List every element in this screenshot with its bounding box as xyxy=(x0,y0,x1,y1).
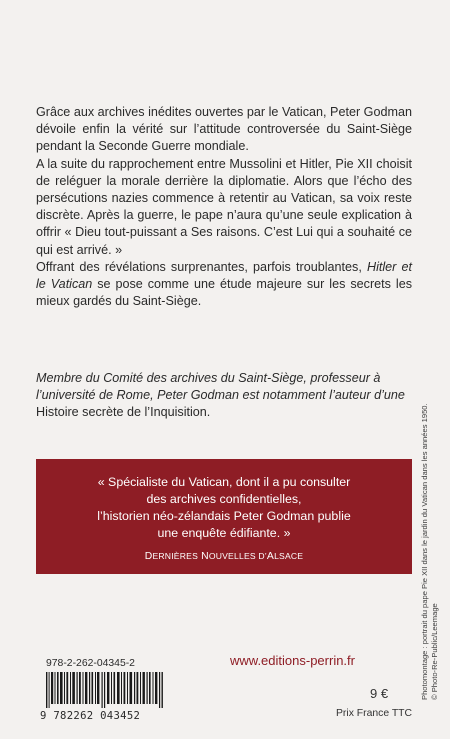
publisher-url[interactable]: www.editions-perrin.fr xyxy=(230,653,355,668)
author-bio-end: . xyxy=(206,405,211,420)
source-small: OUVELLES D’ xyxy=(208,551,267,561)
source-cap: D xyxy=(144,551,153,562)
author-book-title: Histoire secrète de l’Inquisition xyxy=(36,405,207,420)
blurb-p3-rest: se pose comme une étude majeure sur les secrets les mieux gardés du Saint-Siège. xyxy=(36,277,412,309)
author-bio xyxy=(36,370,412,422)
source-small: ERNIÈRES xyxy=(152,551,199,561)
isbn: 978-2-262-04345-2 xyxy=(46,658,135,669)
source-cap: N xyxy=(201,551,209,562)
back-cover-blurb xyxy=(36,104,412,310)
press-quote-box xyxy=(36,459,412,574)
quote-source xyxy=(36,548,412,565)
photo-credit-line: Photomontage : portrait du pape Pie XII dans le jardin du Vatican dans les années 1950. xyxy=(420,403,429,700)
barcode-icon xyxy=(44,672,164,708)
quote-line: « Spécialiste du Vatican, dont il a pu consulter xyxy=(97,475,351,489)
photo-credit xyxy=(420,330,439,700)
price: 9 € xyxy=(370,686,389,701)
book-title: Hitler et le Vatican xyxy=(36,259,413,292)
quote-line: des archives confidentielles, xyxy=(146,492,302,506)
barcode-number: 9 782262 043452 xyxy=(40,710,141,722)
blurb-p3-lead: Offrant des révélations surprenantes, parfois troublantes, xyxy=(36,259,362,274)
blurb-paragraph: Grâce aux archives inédites ouvertes par le Vatican, Peter Godman dévoile enfin la vérité sur l’attitude controversée du Saint-Siège pendant la Seconde Guerre mondiale. xyxy=(36,105,412,154)
source-cap: A xyxy=(266,551,275,562)
blurb-paragraph xyxy=(36,259,412,311)
quote-line: une enquête édifiante. » xyxy=(157,526,291,540)
source-small: LSACE xyxy=(274,551,304,561)
price-label: Prix France TTC xyxy=(336,708,413,719)
quote-line: l’historien néo-zélandais Peter Godman publie xyxy=(97,509,351,523)
author-bio-text: Membre du Comité des archives du Saint-Siège, professeur à l’université de Rome, Peter Godman est notamment l’auteur d’une xyxy=(36,371,405,403)
blurb-paragraph: A la suite du rapprochement entre Mussolini et Hitler, Pie XII choisit de reléguer la morale derrière la diplomatie. Alors que l’écho des persécutions nazies commence à retentir au Vatican, sa voix reste discrète. Après la guerre, le pape n’aura qu’une seule explication à offrir « Dieu tout-puissant a Ses raisons. C’est Lui qui a souhaité ce qui est arrivé. » xyxy=(36,156,412,257)
photo-credit-line: © Photo-Re-Public/Leemage xyxy=(429,603,439,700)
